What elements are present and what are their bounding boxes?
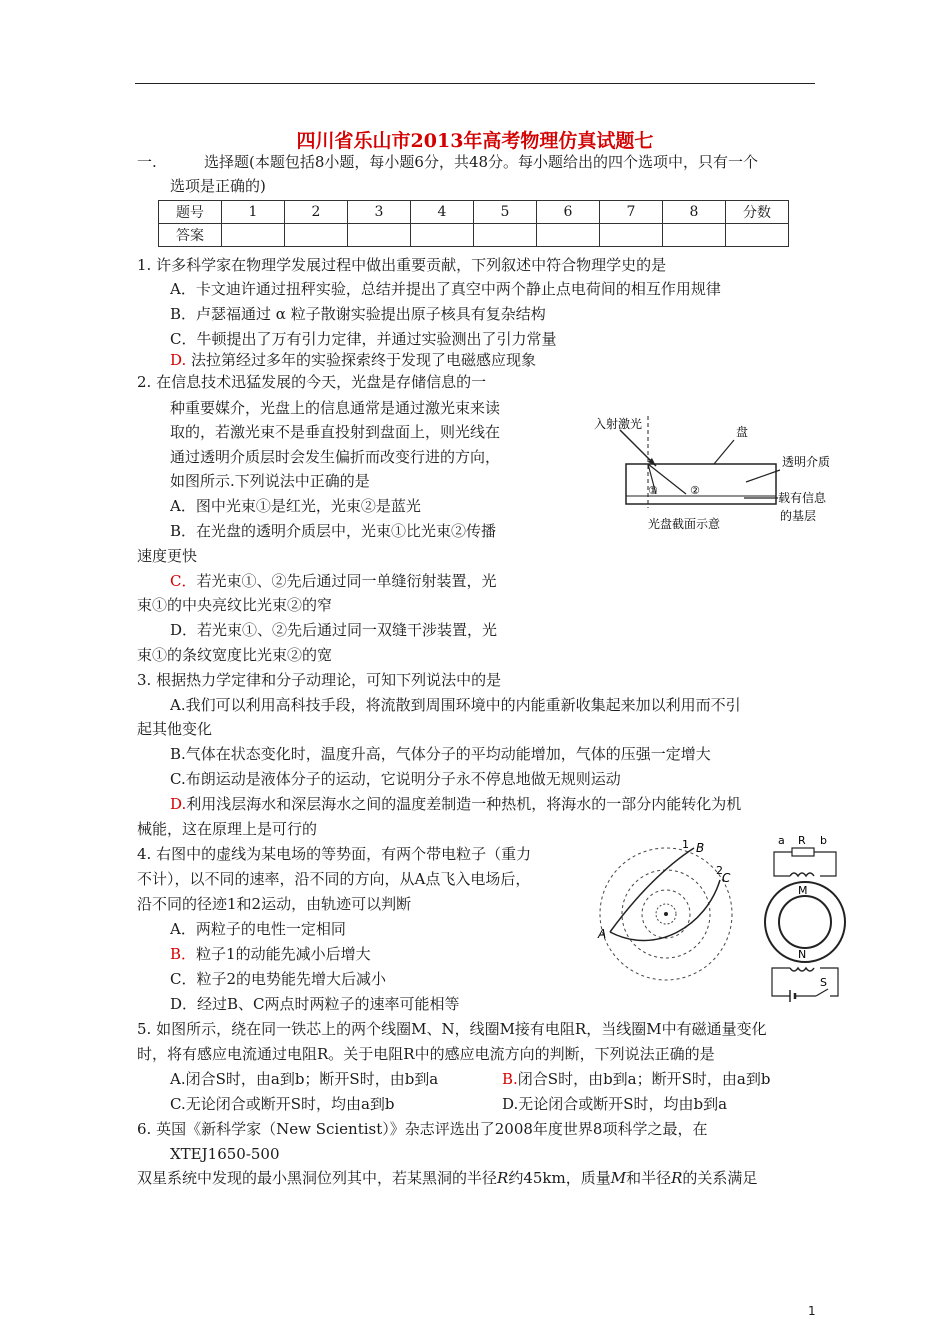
q6-code: XTEJ1650-500 <box>170 1145 280 1163</box>
q2-option-d2: 束①的条纹宽度比光束②的宽 <box>137 646 333 664</box>
answer-cell-4[interactable] <box>411 224 474 247</box>
q2-line2: 种重要媒介，光盘上的信息通常是通过激光束来读 <box>170 399 501 417</box>
answer-cell-7[interactable] <box>600 224 663 247</box>
equipotential-figure <box>596 836 746 996</box>
answer-table <box>158 200 789 247</box>
point-a-label: A <box>598 927 607 941</box>
page-number: 1 <box>808 1304 816 1318</box>
disc-label: 盘 <box>736 425 749 439</box>
q3-option-a2: 起其他变化 <box>137 720 213 738</box>
coil-m-label: M <box>798 884 808 897</box>
section-intro-line1: 选择题(本题包括8小题，每小题6分，共48分。每小题给出的四个选项中，只有一个 <box>204 153 759 171</box>
q4-line3: 沿不同的径迹1和2运动，由轨迹可以判断 <box>137 895 412 913</box>
page-title: 四川省乐山市2013年高考物理仿真试题七 <box>296 130 654 152</box>
q6-line3-mid: 约45km，质量 <box>508 1169 611 1187</box>
q2-option-c2: 束①的中央亮纹比光束②的窄 <box>137 596 333 614</box>
q5-line2: 时，将有感应电流通过电阻R。关于电阻R中的感应电流方向的判断，下列说法正确的是 <box>137 1045 715 1063</box>
q1-option-d-text: 法拉第经过多年的实验探索终于发现了电磁感应现象 <box>191 351 537 369</box>
q3-option-d1 <box>170 794 741 814</box>
table-cell: 题号 <box>159 201 222 224</box>
q5-option-b-letter: B. <box>502 1070 518 1088</box>
coil-m-lead-left <box>774 852 792 876</box>
answer-cell-3[interactable] <box>348 224 411 247</box>
terminal-a-label: a <box>778 834 785 847</box>
point-b-label: B <box>696 841 705 855</box>
q4-option-b <box>170 944 371 964</box>
path-1-label: 1 <box>682 838 689 851</box>
q2-option-b2: 速度更快 <box>137 547 198 565</box>
q4-option-b-letter: B． <box>170 945 197 963</box>
answer-cell-5[interactable] <box>474 224 537 247</box>
q1-stem: 1. 许多科学家在物理学发展过程中做出重要贡献，下列叙述中符合物理学史的是 <box>137 256 667 274</box>
q3-option-d2: 械能，这在原理上是可行的 <box>137 820 318 838</box>
answer-cell-8[interactable] <box>663 224 726 247</box>
table-cell: 4 <box>411 201 474 224</box>
resistor-r-label: R <box>798 834 806 847</box>
q4-line2: 不计），以不同的速率，沿不同的方向，从A点飞入电场后， <box>137 870 531 888</box>
point-c-label: C <box>722 871 731 885</box>
q2-line4: 通过透明介质层时会发生偏折而改变行进的方向， <box>170 448 501 466</box>
q6-line1: 6. 英国《新科学家（New Scientist）》杂志评选出了2008年度世界8项科学之最，在 <box>137 1120 708 1138</box>
table-cell: 答案 <box>159 224 222 247</box>
q2-line3: 取的，若激光束不是垂直投射到盘面上，则光线在 <box>170 423 501 441</box>
q5-line1: 5. 如图所示，绕在同一铁芯上的两个线圈M、N，线圈M接有电阻R，当线圈M中有磁通量变化 <box>137 1020 767 1038</box>
q4-line1: 4. 右图中的虚线为某电场的等势面，有两个带电粒子（重力 <box>137 845 532 863</box>
q2-option-c-text: 若光束①、②先后通过同一单缝衍射装置，光 <box>196 572 497 590</box>
coil-n-label: N <box>798 948 807 961</box>
table-cell: 分数 <box>726 201 789 224</box>
answer-cell-1[interactable] <box>222 224 285 247</box>
table-cell: 2 <box>285 201 348 224</box>
table-cell: 6 <box>537 201 600 224</box>
q6-line3-mid2: 和半径 <box>626 1169 672 1187</box>
answer-cell-2[interactable] <box>285 224 348 247</box>
q6-var-m: M <box>610 1169 627 1187</box>
q2-line5: 如图所示.下列说法中正确的是 <box>170 472 370 490</box>
table-cell: 5 <box>474 201 537 224</box>
switch-s-label: S <box>820 976 827 989</box>
answer-table-header-row <box>159 201 789 224</box>
q5-option-b-text: 闭合S时，由b到a；断开S时，由a到b <box>517 1070 771 1088</box>
q6-var-r: R <box>497 1169 509 1187</box>
q6-var-r2: R <box>671 1169 683 1187</box>
q3-option-d-text: 利用浅层海水和深层海水之间的温度差制造一种热机，将海水的一部分内能转化为机 <box>186 795 742 813</box>
q6-line3 <box>137 1168 757 1188</box>
coil-n <box>790 968 814 971</box>
section-number: 一. <box>137 153 157 171</box>
q5-option-c: C.无论闭合或断开S时，均由a到b <box>170 1095 395 1113</box>
header-rule <box>135 83 815 84</box>
q2-option-c-letter: C． <box>170 572 197 590</box>
q4-option-d: D．经过B、C两点时两粒子的速率可能相等 <box>170 995 460 1013</box>
q6-line3-pre: 双星系统中发现的最小黑洞位列其中，若某黑洞的半径 <box>137 1169 498 1187</box>
disc-figure-caption: 光盘截面示意 <box>648 517 721 531</box>
q3-option-b: B.气体在状态变化时，温度升高，气体分子的平均动能增加，气体的压强一定增大 <box>170 745 711 763</box>
q5-option-b <box>502 1069 770 1089</box>
coil-m <box>790 873 814 876</box>
center-point <box>664 912 668 916</box>
q4-option-a: A．两粒子的电性一定相同 <box>170 920 346 938</box>
q3-stem: 3. 根据热力学定律和分子动理论，可知下列说法中的是 <box>137 671 502 689</box>
q4-option-c: C．粒子2的电势能先增大后减小 <box>170 970 387 988</box>
table-cell: 3 <box>348 201 411 224</box>
iron-core-inner <box>779 896 831 948</box>
coil-n-lead-left <box>772 968 790 996</box>
q2-option-c1 <box>170 571 497 591</box>
q1-option-c: C．牛顿提出了万有引力定律，并通过实验测出了引力常量 <box>170 330 557 348</box>
q2-option-a: A．图中光束①是红光，光束②是蓝光 <box>170 497 421 515</box>
q1-option-b: B．卢瑟福通过 α 粒子散谢实验提出原子核具有复杂结构 <box>170 305 546 323</box>
answer-table-answer-row <box>159 224 789 247</box>
disc-pointer <box>714 440 734 464</box>
coil-m-lead-right <box>814 852 836 876</box>
q1-option-a: A．卡文迪许通过扭秤实验，总结并提出了真空中两个静止点电荷间的相互作用规律 <box>170 280 721 298</box>
info-layer-label-1: 载有信息 <box>778 491 827 505</box>
iron-core-coil-figure <box>760 832 850 1007</box>
terminal-b-label: b <box>820 834 827 847</box>
beam-2-label: ② <box>690 484 700 497</box>
q3-option-c: C.布朗运动是液体分子的运动，它说明分子永不停息地做无规则运动 <box>170 770 621 788</box>
table-cell: 1 <box>222 201 285 224</box>
q2-option-b1: B．在光盘的透明介质层中，光束①比光束②传播 <box>170 522 497 540</box>
q3-option-d-letter: D. <box>170 795 187 813</box>
q4-option-b-text: 粒子1的动能先减小后增大 <box>196 945 371 963</box>
table-cell: 7 <box>600 201 663 224</box>
info-layer-label-2: 的基层 <box>780 509 817 523</box>
q1-option-d <box>170 350 536 370</box>
q2-line1: 2. 在信息技术迅猛发展的今天，光盘是存储信息的一 <box>137 373 487 391</box>
table-cell: 8 <box>663 201 726 224</box>
answer-cell-6[interactable] <box>537 224 600 247</box>
q2-option-d1: D．若光束①、②先后通过同一双缝干涉装置，光 <box>170 621 498 639</box>
resistor-r <box>792 848 814 856</box>
q6-line3-post: 的关系满足 <box>682 1169 758 1187</box>
q5-option-a: A.闭合S时，由a到b；断开S时，由b到a <box>170 1070 439 1088</box>
switch-s[interactable] <box>816 989 828 996</box>
beam-1-label: ① <box>648 484 658 497</box>
q5-option-d: D.无论闭合或断开S时，均由b到a <box>502 1095 728 1113</box>
medium-pointer <box>746 470 780 482</box>
path-2-label: 2 <box>716 864 723 877</box>
medium-label: 透明介质 <box>782 455 831 469</box>
score-cell[interactable] <box>726 224 789 247</box>
q3-option-a1: A.我们可以利用高科技手段，将流散到周围环境中的内能重新收集起来加以利用而不引 <box>170 696 741 714</box>
optical-disc-figure <box>590 408 850 543</box>
incident-laser-label: 入射激光 <box>594 417 643 431</box>
section-intro-line2: 选项是正确的) <box>170 177 266 195</box>
q1-option-d-letter: D. <box>170 351 187 369</box>
